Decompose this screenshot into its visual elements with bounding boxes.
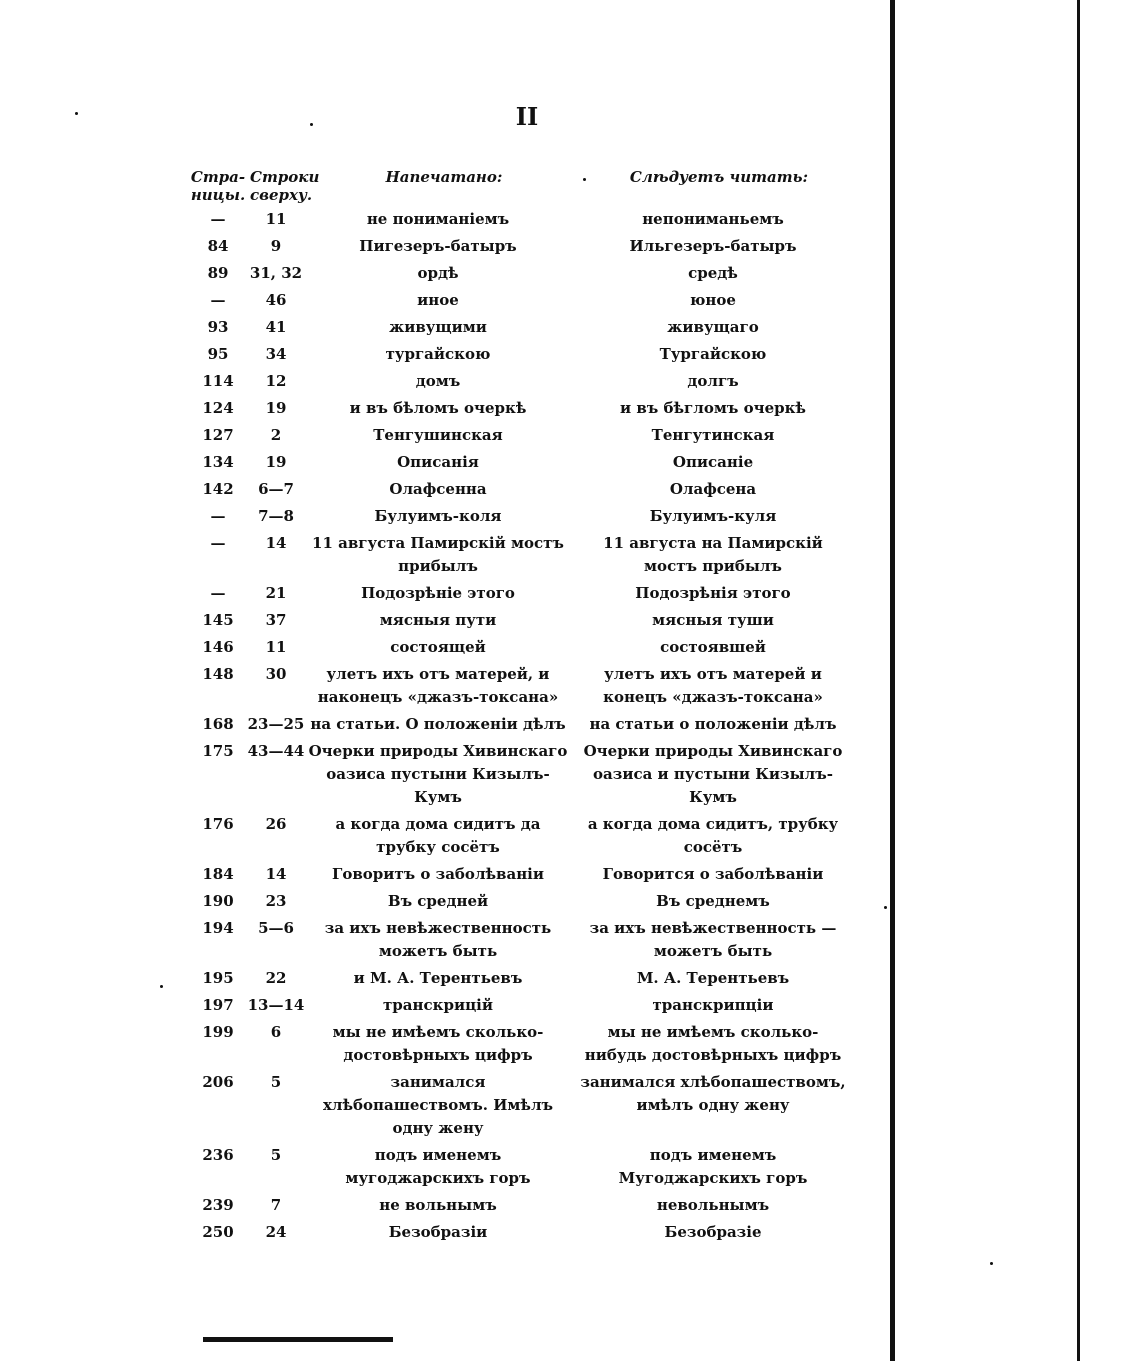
row-line-number: 11 <box>265 638 287 656</box>
row-correct-text: долгъ <box>687 372 739 390</box>
row-printed-text: живущими <box>389 318 487 336</box>
row-correct-text: Очерки природы Хивинскаго оазиса и пустыни Кизылъ-Кумъ <box>583 742 843 806</box>
row-printed-text: Пигезеръ-батыръ <box>359 237 517 255</box>
header-printed: Напечатано: <box>385 168 503 186</box>
row-printed-text: на статьи. О положеніи дѣлъ <box>310 715 566 733</box>
errata-row <box>190 813 860 859</box>
row-correct-text: мы не имѣемъ сколько-нибудь достовѣрныхъ цифръ <box>584 1023 842 1064</box>
row-printed-text: за ихъ невѣжественность можетъ быть <box>324 919 552 960</box>
row-correct-text: Описаніе <box>672 453 754 471</box>
errata-row <box>190 343 860 366</box>
row-line-number: 9 <box>270 237 282 255</box>
errata-row <box>190 582 860 605</box>
errata-row <box>190 505 860 528</box>
header-page <box>190 168 246 204</box>
row-printed-text: мы не имѣемъ сколько-достовѣрныхъ цифръ <box>332 1023 544 1064</box>
row-line-number: 2 <box>270 426 282 444</box>
errata-row <box>190 235 860 258</box>
row-printed-text: Подозрѣніе этого <box>361 584 515 602</box>
row-page-number: 199 <box>202 1023 234 1041</box>
row-page-number: 184 <box>202 865 234 883</box>
row-line-number: 5 <box>270 1073 282 1091</box>
errata-row <box>190 208 860 231</box>
row-page-number: 236 <box>202 1146 234 1164</box>
row-page-number: 146 <box>202 638 234 656</box>
row-line-number: 22 <box>265 969 287 987</box>
row-line-number: 7 <box>270 1196 282 1214</box>
row-line-number: 30 <box>265 665 287 683</box>
row-printed-text: не вольнымъ <box>379 1196 497 1214</box>
row-line-number: 37 <box>265 611 287 629</box>
row-line-number: 13—14 <box>247 996 305 1014</box>
row-page-number: — <box>210 507 226 525</box>
row-line-number: 5—6 <box>258 919 294 937</box>
errata-row <box>190 1021 860 1067</box>
row-page-number: 124 <box>202 399 234 417</box>
row-printed-text: и М. А. Терентьевъ <box>353 969 523 987</box>
row-page-number: 127 <box>202 426 234 444</box>
row-correct-text: 11 августа на Памирскій мостъ прибылъ <box>603 534 823 575</box>
row-line-number: 41 <box>265 318 287 336</box>
errata-row <box>190 663 860 709</box>
row-line-number: 31, 32 <box>249 264 303 282</box>
errata-row <box>190 262 860 285</box>
page-edge-rule <box>890 0 895 1361</box>
header-correct: Слѣдуетъ читать: <box>629 168 809 186</box>
row-correct-text: и въ бѣгломъ очеркѣ <box>620 399 806 417</box>
row-correct-text: на статьи о положеніи дѣлъ <box>589 715 837 733</box>
errata-row <box>190 917 860 963</box>
row-correct-text: Ильгезеръ-батыръ <box>629 237 797 255</box>
row-page-number: 93 <box>207 318 229 336</box>
row-line-number: 23—25 <box>247 715 305 733</box>
row-page-number: 168 <box>202 715 234 733</box>
errata-row <box>190 863 860 886</box>
errata-row <box>190 289 860 312</box>
header-page-label: Стра- ницы. <box>190 168 246 204</box>
errata-row <box>190 1144 860 1190</box>
row-page-number: — <box>210 584 226 602</box>
row-printed-text: иное <box>417 291 459 309</box>
errata-table <box>190 208 860 1248</box>
errata-row <box>190 532 860 578</box>
row-correct-text: Тенгутинская <box>651 426 775 444</box>
errata-row <box>190 397 860 420</box>
errata-row <box>190 424 860 447</box>
row-line-number: 24 <box>265 1223 287 1241</box>
row-printed-text: Описанія <box>397 453 479 471</box>
errata-row <box>190 994 860 1017</box>
errata-row <box>190 609 860 632</box>
row-correct-text: занимался хлѣбопашествомъ, имѣлъ одну жену <box>580 1073 846 1114</box>
row-correct-text: Говорится о заболѣваніи <box>602 865 824 883</box>
errata-row <box>190 713 860 736</box>
row-printed-text: подъ именемъ мугоджарскихъ горъ <box>345 1146 531 1187</box>
row-page-number: 95 <box>207 345 229 363</box>
row-page-number: 148 <box>202 665 234 683</box>
row-page-number: 194 <box>202 919 234 937</box>
row-printed-text: домъ <box>415 372 461 390</box>
scan-speck <box>160 985 163 988</box>
row-correct-text: улетъ ихъ отъ матерей и конецъ «джазъ-токсана» <box>603 665 823 706</box>
errata-row <box>190 967 860 990</box>
row-page-number: 142 <box>202 480 234 498</box>
row-line-number: 46 <box>265 291 287 309</box>
row-page-number: — <box>210 291 226 309</box>
row-page-number: 250 <box>202 1223 234 1241</box>
errata-row <box>190 316 860 339</box>
row-page-number: 195 <box>202 969 234 987</box>
row-printed-text: состоящей <box>390 638 486 656</box>
errata-row <box>190 1221 860 1244</box>
row-correct-text: транскрипціи <box>652 996 774 1014</box>
page-number: II <box>515 102 539 131</box>
row-line-number: 6 <box>270 1023 282 1041</box>
footer-rule <box>203 1337 393 1342</box>
row-correct-text: мясныя туши <box>652 611 774 629</box>
errata-row <box>190 1194 860 1217</box>
row-correct-text: Олафсена <box>669 480 757 498</box>
row-line-number: 19 <box>265 453 287 471</box>
row-correct-text: Безобразіе <box>664 1223 762 1241</box>
row-printed-text: мясныя пути <box>379 611 497 629</box>
row-line-number: 6—7 <box>258 480 294 498</box>
row-printed-text: не пониманіемъ <box>366 210 510 228</box>
row-page-number: 84 <box>207 237 229 255</box>
row-page-number: — <box>210 210 226 228</box>
row-printed-text: Въ средней <box>387 892 489 910</box>
row-printed-text: занимался хлѣбопашествомъ. Имѣлъ одну жену <box>322 1073 554 1137</box>
row-correct-text: Булуимъ-куля <box>649 507 777 525</box>
row-printed-text: транскрицій <box>383 996 493 1014</box>
row-page-number: 206 <box>202 1073 234 1091</box>
row-correct-text: за ихъ невѣжественность — можетъ быть <box>589 919 837 960</box>
row-printed-text: а когда дома сидитъ да трубку сосётъ <box>335 815 541 856</box>
row-page-number: 134 <box>202 453 234 471</box>
row-line-number: 34 <box>265 345 287 363</box>
row-correct-text: подъ именемъ Мугоджарскихъ горъ <box>618 1146 808 1187</box>
row-line-number: 11 <box>265 210 287 228</box>
row-page-number: 145 <box>202 611 234 629</box>
header-line-label: Строки сверху. <box>250 168 320 204</box>
row-page-number: 197 <box>202 996 234 1014</box>
row-line-number: 19 <box>265 399 287 417</box>
row-page-number: 114 <box>202 372 234 390</box>
errata-row <box>190 370 860 393</box>
row-line-number: 12 <box>265 372 287 390</box>
row-printed-text: тургайскою <box>385 345 491 363</box>
row-line-number: 5 <box>270 1146 282 1164</box>
row-page-number: 239 <box>202 1196 234 1214</box>
row-printed-text: Олафсенна <box>389 480 487 498</box>
row-correct-text: Тургайскою <box>659 345 767 363</box>
row-page-number: 175 <box>202 742 234 760</box>
row-correct-text: М. А. Терентьевъ <box>636 969 790 987</box>
errata-row <box>190 740 860 809</box>
errata-row <box>190 451 860 474</box>
row-correct-text: невольнымъ <box>656 1196 770 1214</box>
row-page-number: 89 <box>207 264 229 282</box>
row-correct-text: состоявшей <box>660 638 766 656</box>
row-correct-text: а когда дома сидитъ, трубку сосётъ <box>587 815 839 856</box>
row-line-number: 7—8 <box>258 507 294 525</box>
row-page-number: — <box>210 534 226 552</box>
errata-row <box>190 1071 860 1140</box>
row-correct-text: средѣ <box>688 264 738 282</box>
scan-edge-rule <box>1077 0 1080 1361</box>
row-line-number: 26 <box>265 815 287 833</box>
scan-speck <box>75 112 78 115</box>
row-correct-text: Подозрѣнія этого <box>635 584 791 602</box>
row-correct-text: юное <box>690 291 736 309</box>
row-printed-text: и въ бѣломъ очеркѣ <box>349 399 527 417</box>
row-printed-text: Булуимъ-коля <box>374 507 502 525</box>
row-printed-text: улетъ ихъ отъ матерей, и наконецъ «джазъ-токсана» <box>317 665 559 706</box>
row-line-number: 21 <box>265 584 287 602</box>
row-page-number: 176 <box>202 815 234 833</box>
row-printed-text: ордѣ <box>417 264 459 282</box>
scan-speck <box>884 906 887 909</box>
scan-speck <box>990 1262 993 1265</box>
row-line-number: 14 <box>265 534 287 552</box>
row-printed-text: Очерки природы Хивинскаго оазиса пустыни Кизылъ-Кумъ <box>308 742 568 806</box>
row-page-number: 190 <box>202 892 234 910</box>
row-printed-text: Тенгушинская <box>373 426 503 444</box>
row-correct-text: Въ среднемъ <box>656 892 770 910</box>
row-correct-text: живущаго <box>667 318 759 336</box>
errata-row <box>190 478 860 501</box>
row-correct-text: непониманьемъ <box>642 210 784 228</box>
scan-speck <box>310 123 313 126</box>
errata-row <box>190 890 860 913</box>
row-printed-text: Безобразіи <box>388 1223 488 1241</box>
row-printed-text: Говоритъ о заболѣваніи <box>331 865 545 883</box>
row-line-number: 23 <box>265 892 287 910</box>
row-printed-text: 11 августа Памирскій мостъ прибылъ <box>312 534 564 575</box>
header-line <box>250 168 320 204</box>
row-line-number: 43—44 <box>247 742 305 760</box>
errata-row <box>190 636 860 659</box>
row-line-number: 14 <box>265 865 287 883</box>
